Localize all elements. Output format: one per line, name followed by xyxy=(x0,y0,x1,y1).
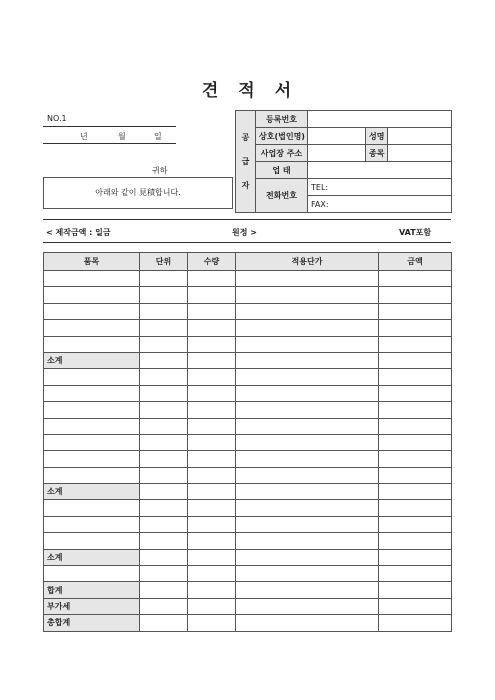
table-cell[interactable] xyxy=(379,549,452,565)
table-cell[interactable] xyxy=(379,516,452,532)
table-cell[interactable] xyxy=(140,533,188,549)
reg-no-label: 등록번호 xyxy=(256,111,308,128)
table-cell[interactable] xyxy=(188,352,236,368)
table-cell[interactable] xyxy=(379,320,452,336)
table-cell[interactable] xyxy=(44,516,140,532)
table-cell[interactable] xyxy=(188,566,236,582)
document-number: NO.1 xyxy=(47,114,67,123)
table-cell[interactable] xyxy=(140,451,188,467)
table-cell[interactable] xyxy=(140,516,188,532)
header-unit: 단위 xyxy=(140,253,188,271)
table-cell[interactable] xyxy=(236,484,379,500)
table-row xyxy=(44,434,452,450)
table-cell[interactable] xyxy=(188,615,236,631)
table-cell[interactable] xyxy=(140,271,188,287)
table-cell[interactable] xyxy=(188,287,236,303)
table-cell[interactable] xyxy=(44,467,140,483)
table-cell[interactable] xyxy=(44,271,140,287)
table-cell[interactable] xyxy=(188,598,236,614)
table-cell[interactable] xyxy=(236,320,379,336)
greeting-text: 아래와 같이 見積합니다. xyxy=(95,188,181,197)
table-cell[interactable] xyxy=(44,402,140,418)
table-cell[interactable] xyxy=(44,336,140,352)
summary-label: 합계 xyxy=(44,582,140,598)
table-cell[interactable] xyxy=(44,418,140,434)
summary-label: 부가세 xyxy=(44,598,140,614)
business-type-label: 업 태 xyxy=(256,162,308,179)
supplier-side-label: 공 급 자 xyxy=(236,111,256,213)
table-cell[interactable] xyxy=(188,320,236,336)
table-cell[interactable] xyxy=(188,271,236,287)
table-cell[interactable] xyxy=(140,402,188,418)
header-amount: 금액 xyxy=(379,253,452,271)
date-day: 일 xyxy=(154,132,162,141)
category-field[interactable] xyxy=(388,145,452,162)
table-row xyxy=(44,287,452,303)
table-cell[interactable] xyxy=(188,484,236,500)
table-cell[interactable] xyxy=(188,549,236,565)
table-row xyxy=(44,385,452,401)
address-label: 사업장 주소 xyxy=(256,145,308,162)
table-cell[interactable] xyxy=(188,500,236,516)
vat-included-label: VAT포함 xyxy=(399,228,432,237)
table-cell[interactable] xyxy=(140,566,188,582)
table-cell[interactable] xyxy=(188,467,236,483)
table-cell[interactable] xyxy=(140,434,188,450)
table-cell[interactable] xyxy=(379,582,452,598)
table-cell[interactable] xyxy=(188,369,236,385)
table-cell[interactable] xyxy=(379,451,452,467)
summary-label: 소계 xyxy=(44,549,140,565)
table-cell[interactable] xyxy=(140,467,188,483)
table-cell[interactable] xyxy=(44,303,140,319)
table-row xyxy=(44,402,452,418)
table-row xyxy=(44,516,452,532)
table-cell[interactable] xyxy=(44,385,140,401)
table-cell[interactable] xyxy=(379,434,452,450)
table-row xyxy=(44,336,452,352)
header-item: 품목 xyxy=(44,253,140,271)
table-cell[interactable] xyxy=(379,598,452,614)
table-cell[interactable] xyxy=(236,533,379,549)
table-cell[interactable] xyxy=(140,336,188,352)
table-cell[interactable] xyxy=(44,320,140,336)
table-cell[interactable] xyxy=(379,500,452,516)
table-row xyxy=(44,467,452,483)
date-month: 월 xyxy=(118,132,126,141)
table-cell[interactable] xyxy=(379,287,452,303)
table-cell[interactable] xyxy=(379,615,452,631)
header-unit-price: 적용단가 xyxy=(236,253,379,271)
table-cell[interactable] xyxy=(379,402,452,418)
table-cell[interactable] xyxy=(236,303,379,319)
summary-row xyxy=(44,582,452,598)
table-cell[interactable] xyxy=(188,418,236,434)
summary-row xyxy=(44,549,452,565)
greeting-box xyxy=(43,177,233,209)
table-row xyxy=(44,533,452,549)
table-cell[interactable] xyxy=(236,549,379,565)
divider xyxy=(43,126,176,127)
table-row xyxy=(44,451,452,467)
table-cell[interactable] xyxy=(188,336,236,352)
table-row xyxy=(44,500,452,516)
table-cell[interactable] xyxy=(379,352,452,368)
table-row xyxy=(44,418,452,434)
table-cell[interactable] xyxy=(188,582,236,598)
table-cell[interactable] xyxy=(188,434,236,450)
table-cell[interactable] xyxy=(236,615,379,631)
table-cell[interactable] xyxy=(188,385,236,401)
amount-label: < 제작금액 : 일금 xyxy=(46,228,111,237)
table-cell[interactable] xyxy=(140,500,188,516)
table-cell[interactable] xyxy=(44,434,140,450)
table-row xyxy=(44,320,452,336)
table-row xyxy=(44,566,452,582)
table-header-row xyxy=(44,253,452,271)
divider xyxy=(43,219,451,220)
summary-row xyxy=(44,484,452,500)
table-cell[interactable] xyxy=(188,516,236,532)
items-table xyxy=(43,252,452,632)
table-cell[interactable] xyxy=(236,500,379,516)
table-cell[interactable] xyxy=(236,451,379,467)
supplier-table xyxy=(235,110,452,213)
table-cell[interactable] xyxy=(236,566,379,582)
summary-row xyxy=(44,598,452,614)
table-cell[interactable] xyxy=(379,418,452,434)
table-cell[interactable] xyxy=(188,402,236,418)
table-cell[interactable] xyxy=(236,336,379,352)
business-type-field[interactable] xyxy=(308,162,452,179)
reg-no-field[interactable] xyxy=(308,111,452,128)
table-cell[interactable] xyxy=(379,369,452,385)
divider xyxy=(43,242,451,243)
table-cell[interactable] xyxy=(236,598,379,614)
table-cell[interactable] xyxy=(236,352,379,368)
table-cell[interactable] xyxy=(188,451,236,467)
fax-field[interactable]: FAX: xyxy=(308,196,452,213)
company-field[interactable] xyxy=(308,128,366,145)
table-cell[interactable] xyxy=(44,287,140,303)
table-cell[interactable] xyxy=(379,271,452,287)
table-cell[interactable] xyxy=(140,320,188,336)
table-cell[interactable] xyxy=(236,402,379,418)
table-cell[interactable] xyxy=(236,467,379,483)
summary-row xyxy=(44,352,452,368)
phone-label: 전화번호 xyxy=(256,179,308,213)
table-cell[interactable] xyxy=(236,516,379,532)
table-cell[interactable] xyxy=(379,467,452,483)
summary-label: 소계 xyxy=(44,484,140,500)
amount-suffix: 원정 > xyxy=(232,228,257,237)
table-row xyxy=(44,303,452,319)
header-quantity: 수량 xyxy=(188,253,236,271)
recipient-suffix: 귀하 xyxy=(152,166,168,175)
table-cell[interactable] xyxy=(140,582,188,598)
table-cell[interactable] xyxy=(140,615,188,631)
table-cell[interactable] xyxy=(379,385,452,401)
table-cell[interactable] xyxy=(44,566,140,582)
summary-row xyxy=(44,615,452,631)
table-cell[interactable] xyxy=(140,549,188,565)
table-cell[interactable] xyxy=(44,533,140,549)
table-cell[interactable] xyxy=(236,418,379,434)
address-field[interactable] xyxy=(308,145,366,162)
table-cell[interactable] xyxy=(140,352,188,368)
table-cell[interactable] xyxy=(379,484,452,500)
company-label: 상호(법인명) xyxy=(256,128,308,145)
table-cell[interactable] xyxy=(44,369,140,385)
date-year: 년 xyxy=(80,132,88,141)
table-cell[interactable] xyxy=(140,484,188,500)
divider xyxy=(43,143,176,144)
table-cell[interactable] xyxy=(44,451,140,467)
summary-label: 총합계 xyxy=(44,615,140,631)
table-cell[interactable] xyxy=(379,336,452,352)
table-row xyxy=(44,369,452,385)
document-title: 견 적 서 xyxy=(201,81,294,101)
table-cell[interactable] xyxy=(140,598,188,614)
table-cell[interactable] xyxy=(140,369,188,385)
table-cell[interactable] xyxy=(44,500,140,516)
table-cell[interactable] xyxy=(236,271,379,287)
table-cell[interactable] xyxy=(379,533,452,549)
table-cell[interactable] xyxy=(236,287,379,303)
table-cell[interactable] xyxy=(140,385,188,401)
table-cell[interactable] xyxy=(188,533,236,549)
table-cell[interactable] xyxy=(236,385,379,401)
tel-field[interactable]: TEL: xyxy=(308,179,452,196)
table-cell[interactable] xyxy=(236,434,379,450)
table-cell[interactable] xyxy=(379,566,452,582)
summary-label: 소계 xyxy=(44,352,140,368)
name-field[interactable] xyxy=(388,128,452,145)
table-cell[interactable] xyxy=(379,303,452,319)
category-label: 종목 xyxy=(366,145,388,162)
table-row xyxy=(44,271,452,287)
table-cell[interactable] xyxy=(140,418,188,434)
table-cell[interactable] xyxy=(236,582,379,598)
name-label: 성명 xyxy=(366,128,388,145)
table-cell[interactable] xyxy=(140,287,188,303)
table-cell[interactable] xyxy=(140,303,188,319)
table-cell[interactable] xyxy=(188,303,236,319)
table-cell[interactable] xyxy=(236,369,379,385)
